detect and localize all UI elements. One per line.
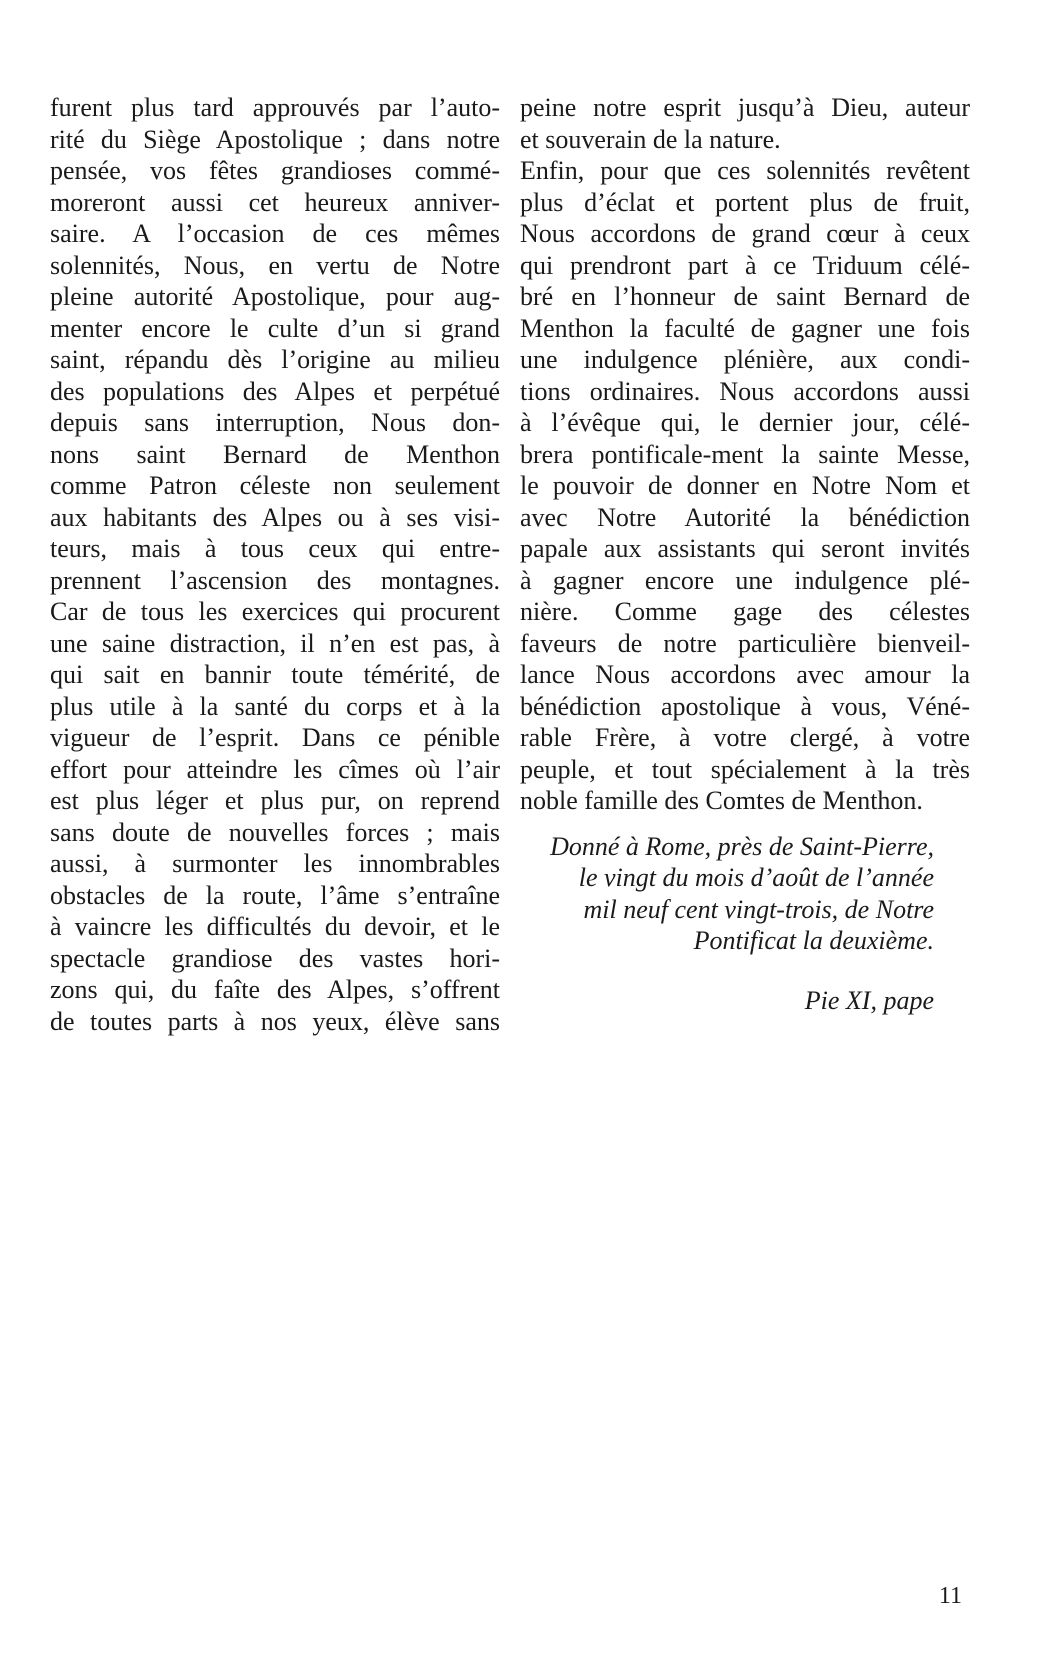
text-line: effort pour atteindre les cîmes où l’air [50,754,500,784]
text-line: solennités, Nous, en vertu de Notre [50,250,500,280]
closing-line: mil neuf cent vingt-trois, de Notre [583,894,934,924]
signature: Pie XI, pape [804,985,934,1015]
text-line: qui sait en bannir toute témérité, de [50,660,500,689]
left-column [50,92,500,1037]
text-line: une indulgence plénière, aux condi- [520,345,970,374]
text-line: plus d’éclat et portent plus de fruit, [520,187,970,217]
text-line: Car de tous les exercices qui procurent [50,597,500,626]
text-line: le pouvoir de donner en Notre Nom et [520,471,970,500]
text-line: lance Nous accordons avec amour la [520,660,970,689]
right-column [520,92,970,1016]
text-line: sans doute de nouvelles forces ; mais [50,817,500,847]
text-line: à vaincre les difficultés du devoir, et le [50,912,500,941]
text-line: menter encore le culte d’un si grand [50,313,500,343]
text-line: prennent l’ascension des montagnes. [50,565,500,595]
text-line: est plus léger et plus pur, on reprend [50,786,500,815]
text-line: rable Frère, à votre clergé, à votre [520,723,970,752]
text-line: vigueur de l’esprit. Dans ce pénible [50,723,500,752]
text-line: nière. Comme gage des célestes [520,597,970,626]
closing-line: le vingt du mois d’août de l’année [578,863,934,892]
text-line: qui prendront part à ce Triduum célé- [520,250,970,280]
text-line: peuple, et tout spécialement à la très [520,754,970,784]
text-line: spectacle grandiose des vastes hori- [50,943,500,973]
text-line: Enfin, pour que ces solennités revêtent [520,156,970,185]
text-line: tions ordinaires. Nous accordons aussi [520,376,970,406]
text-line: plus utile à la santé du corps et à la [50,691,500,721]
text-line: saint, répandu dès l’origine au milieu [50,345,500,374]
closing-formula [520,831,970,957]
text-line: rité du Siège Apostolique ; dans notre [50,124,500,154]
text-line: pleine autorité Apostolique, pour aug- [50,282,500,311]
text-line: avec Notre Autorité la bénédiction [520,502,970,532]
text-line: bré en l’honneur de saint Bernard de [520,282,970,311]
text-line: à gagner encore une indulgence plé- [520,565,970,595]
text-line: aussi, à surmonter les innombrables [50,849,500,878]
text-line: Menthon la faculté de gagner une fois [520,313,970,343]
text-line: peine notre esprit jusqu’à Dieu, auteur [520,93,970,122]
text-line: zons qui, du faîte des Alpes, s’offrent [50,975,500,1004]
text-line: Nous accordons de grand cœur à ceux [520,219,970,248]
closing-line: Donné à Rome, près de Saint-Pierre, [550,831,934,861]
text-line: faveurs de notre particulière bienveil- [520,628,970,658]
text-line: obstacles de la route, l’âme s’entraîne [50,880,500,910]
text-line: furent plus tard approuvés par l’auto- [50,93,500,122]
closing-line: Pontificat la deuxième. [693,926,934,955]
text-line: saire. A l’occasion de ces mêmes [50,219,500,248]
page-number: 11 [938,1583,962,1609]
text-line: à l’évêque qui, le dernier jour, célé- [520,408,970,437]
text-line: depuis sans interruption, Nous don- [50,408,500,437]
text-line: teurs, mais à tous ceux qui entre- [50,534,500,563]
text-line: noble famille des Comtes de Menthon. [520,786,923,815]
text-line: des populations des Alpes et perpétué [50,376,500,406]
text-line: et souverain de la nature. [520,124,781,154]
text-line: bénédiction apostolique à vous, Véné- [520,691,970,721]
text-line: de toutes parts à nos yeux, élève sans [50,1006,500,1036]
text-line: pensée, vos fêtes grandioses commé- [50,156,500,185]
text-line: comme Patron céleste non seulement [50,471,500,500]
text-line: nons saint Bernard de Menthon [50,439,500,469]
text-line: papale aux assistants qui seront invités [520,534,970,563]
text-line: moreront aussi cet heureux anniver- [50,187,500,217]
text-line: aux habitants des Alpes ou à ses visi- [50,502,500,532]
text-line: brera pontificale-ment la sainte Messe, [520,439,970,469]
right-column-text [520,92,970,817]
text-line: une saine distraction, il n’en est pas, à [50,628,500,658]
